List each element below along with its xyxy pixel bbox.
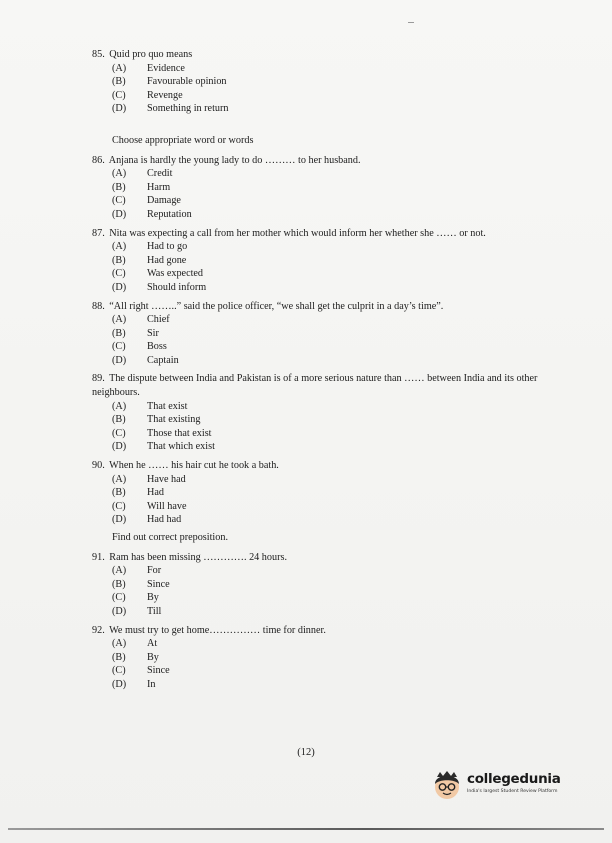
option-d (112, 281, 562, 295)
option-letter: (B) (112, 181, 126, 193)
option-text: Favourable opinion (147, 76, 227, 88)
option-text: Revenge (147, 89, 183, 101)
option-letter: (D) (112, 281, 127, 293)
option-letter: (B) (112, 487, 126, 499)
question-stem: Ram has been missing …………. 24 hours. (109, 551, 287, 563)
question-number: 91. (92, 551, 105, 563)
instruction-preposition: Find out correct preposition. (112, 532, 229, 543)
option-letter: (C) (112, 89, 126, 101)
option-letter: (B) (112, 414, 126, 426)
options-list (112, 400, 562, 454)
option-text: Had had (147, 514, 182, 526)
option-text: Had (147, 487, 164, 499)
question-92 (92, 624, 562, 692)
question-90 (92, 459, 562, 527)
question-text (92, 624, 562, 638)
option-c (112, 267, 562, 281)
option-text: Boss (147, 341, 167, 353)
option-c (112, 194, 562, 208)
option-text: Evidence (147, 62, 185, 74)
option-text: That exist (147, 400, 188, 412)
option-text: Since (147, 665, 170, 677)
option-text: Credit (147, 168, 173, 180)
option-b (112, 578, 562, 592)
option-b (112, 413, 562, 427)
question-number: 92. (92, 624, 105, 636)
question-text (92, 459, 562, 473)
option-letter: (D) (112, 441, 127, 453)
option-text: Since (147, 578, 170, 590)
collegedunia-logo (430, 768, 580, 802)
instruction-choose-words: Choose appropriate word or words (112, 134, 254, 146)
option-a (112, 62, 562, 76)
page-number: (12) (297, 747, 315, 758)
option-text: Chief (147, 314, 170, 326)
option-b (112, 486, 562, 500)
question-text (92, 372, 562, 399)
question-91 (92, 551, 562, 619)
option-b (112, 75, 562, 89)
option-d (112, 208, 562, 222)
option-a (112, 473, 562, 487)
question-number: 85. (92, 49, 105, 60)
option-text: At (147, 638, 158, 650)
option-text: Those that exist (147, 427, 212, 439)
option-letter: (C) (112, 665, 126, 677)
option-letter: (A) (112, 638, 127, 650)
option-d (112, 605, 562, 619)
option-text: Something in return (147, 103, 229, 115)
option-text: Will have (147, 500, 187, 512)
option-text: Till (147, 605, 162, 617)
question-stem: Anjana is hardly the young lady to do ……… to her husband. (108, 154, 361, 166)
question-number: 87. (92, 227, 105, 239)
mascot-icon (430, 768, 464, 802)
bottom-divider (8, 828, 604, 830)
scan-mark (408, 22, 414, 23)
question-85 (92, 48, 562, 116)
option-c (112, 427, 562, 441)
option-letter: (C) (112, 592, 126, 604)
question-89 (92, 372, 562, 454)
option-letter: (D) (112, 103, 127, 115)
question-number: 86. (92, 154, 105, 166)
option-letter: (D) (112, 354, 127, 366)
option-text: Harm (147, 181, 171, 193)
option-a (112, 313, 562, 327)
option-a (112, 400, 562, 414)
question-number: 88. (92, 300, 105, 312)
option-letter: (B) (112, 254, 126, 266)
option-letter: (C) (112, 341, 126, 353)
options-list (112, 564, 562, 618)
option-b (112, 254, 562, 268)
option-letter: (D) (112, 514, 127, 526)
question-group-91-92 (92, 551, 562, 692)
option-text: In (147, 678, 156, 690)
option-text: By (147, 651, 159, 663)
option-a (112, 564, 562, 578)
question-text (92, 227, 562, 241)
option-text: Sir (147, 327, 159, 339)
question-text (92, 154, 562, 168)
option-letter: (A) (112, 241, 127, 253)
question-stem: Nita was expecting a call from her mother which would inform her whether she …… or not. (109, 227, 486, 239)
option-text: Had to go (147, 241, 188, 253)
option-letter: (A) (112, 565, 127, 577)
option-letter: (B) (112, 76, 126, 88)
option-d (112, 440, 562, 454)
question-content (92, 48, 562, 692)
option-b (112, 651, 562, 665)
option-d (112, 513, 562, 527)
question-text (92, 551, 562, 565)
options-list (112, 473, 562, 527)
question-number: 90. (92, 460, 105, 472)
question-87 (92, 227, 562, 295)
question-group-86-90 (92, 154, 562, 527)
option-letter: (A) (112, 62, 127, 74)
question-stem: The dispute between India and Pakistan is of a more serious nature than …… between India and its other neighbours. (92, 373, 538, 399)
option-text: Reputation (147, 208, 192, 220)
option-text: Have had (147, 473, 186, 485)
option-a (112, 240, 562, 254)
option-text: Had gone (147, 254, 187, 266)
option-text: That existing (147, 414, 201, 426)
option-d (112, 102, 562, 116)
option-letter: (C) (112, 195, 126, 207)
option-letter: (A) (112, 314, 127, 326)
option-text: That which exist (147, 441, 215, 453)
option-text: Damage (147, 195, 181, 207)
logo-tagline: India's largest Student Review Platform (467, 789, 558, 794)
options-list (112, 240, 562, 294)
question-text (92, 300, 562, 314)
question-number: 89. (92, 373, 105, 385)
option-letter: (C) (112, 500, 126, 512)
option-letter: (A) (112, 473, 127, 485)
question-88 (92, 300, 562, 368)
question-group-85 (92, 48, 562, 116)
question-stem: “All right ……..” said the police officer, “we shall get the culprit in a day’s time”. (109, 300, 444, 312)
option-letter: (D) (112, 208, 127, 220)
option-d (112, 354, 562, 368)
option-a (112, 167, 562, 181)
question-stem: Quid pro quo means (109, 49, 193, 60)
option-b (112, 181, 562, 195)
option-letter: (A) (112, 400, 127, 412)
option-c (112, 89, 562, 103)
logo-brand: collegedunia (467, 771, 561, 787)
question-text (92, 48, 562, 62)
option-letter: (C) (112, 427, 126, 439)
option-letter: (B) (112, 578, 126, 590)
option-letter: (A) (112, 168, 127, 180)
option-c (112, 500, 562, 514)
option-letter: (B) (112, 327, 126, 339)
options-list (112, 637, 562, 691)
question-stem: We must try to get home…………… time for dinner. (109, 624, 326, 636)
option-text: For (147, 565, 162, 577)
question-stem: When he …… his hair cut he took a bath. (109, 460, 279, 472)
option-c (112, 340, 562, 354)
option-letter: (D) (112, 605, 127, 617)
options-list (112, 62, 562, 116)
option-text: Captain (147, 354, 179, 366)
option-d (112, 678, 562, 692)
option-c (112, 591, 562, 605)
option-text: Was expected (147, 268, 204, 280)
options-list (112, 313, 562, 367)
option-c (112, 664, 562, 678)
option-b (112, 327, 562, 341)
option-letter: (C) (112, 268, 126, 280)
options-list (112, 167, 562, 221)
option-letter: (B) (112, 651, 126, 663)
question-86 (92, 154, 562, 222)
option-text: Should inform (147, 281, 207, 293)
option-letter: (D) (112, 678, 127, 690)
option-a (112, 637, 562, 651)
option-text: By (147, 592, 159, 604)
